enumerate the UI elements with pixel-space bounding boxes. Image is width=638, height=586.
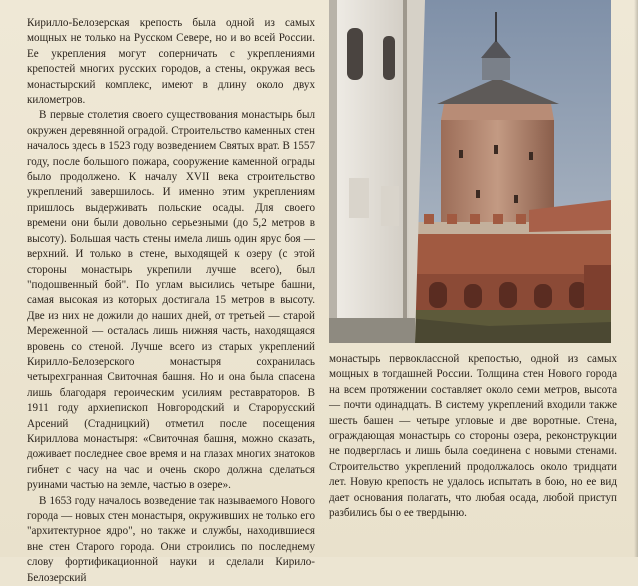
fortress-photo (329, 0, 611, 343)
right-text-column (329, 352, 617, 521)
paragraph-1: Кирилло-Белозерская крепость была одной из самых мощных не только на Русском Севере, но и во всей России. Ее укрепления могут соперничать с укреплениями крепостей многих русских городов, а стены, окружая весь монастырский комплекс, имеют в длину около двух километров. (27, 17, 315, 107)
paragraph-3: В 1653 году началось возведение так называемого Нового города — новых стен монастыря, окруживших не только его "архитектурное ядро", но также и службы, находившиеся вне стен Старого города. Они строились по последнему слову фортификационной науки и сделали Кирило-Белозерский (27, 494, 315, 584)
paragraph-4: монастырь первоклассной крепостью, одной из самых мощных в тогдашней России. Толщина стен Нового города на всем протяжении составляет около семи метров, высота — почти одинадцать. В систему укреплений входили также шесть башен — четыре угловые и две воротные. Стена, ограждающая монастырь со стороны озера, реконструкции не подверглась и лишь была соединена с новыми стенами. Строительство укреплений продолжалось около тридцати лет. Новую крепость не удалось испытать в бою, но ее вид дает основания полагать, что любая осада, любой приступ разбились бы о ее твердыню. (329, 353, 617, 520)
fortress-illustration (329, 0, 611, 343)
left-text-column (27, 16, 315, 586)
white-wall (329, 0, 425, 343)
paragraph-2: В первые столетия своего существования монастырь был окружен деревянной оградой. Строительство каменных стен началось здесь в 1523 году возведением Святых врат. В 1557 году, после большого пожара, сооружение каменной ограды было продолжено. К началу XVII века строительство укреплений завершилось. И именно этим укреплениям пришлось выдерживать польские осады. Для своего времени они были довольно серьезными (до 5,2 метров в высоту). Большая часть стены имела лишь один ярус боя — верхний. И только в стене, выходящей к озеру (с этой стороны монастырь укрепили лучше всего), был "подошвенный бой". По углам высились четыре башни, самая высокая из которых достигала 15 метров в высоту. Две из них не дожили до наших дней, от третьей — старой Мереженной — осталась лишь нижняя часть, находящаяся вровень со стеной. Лучше всего из старых укреплений Кирилло-Белозерского монастыря сохранилась четырехгранная Свиточная башня. Но и она была спасена лишь благодаря героическим усилиям реставраторов. В 1911 году архиепископ Новгородский и Старорусский Арсений (Стадницкий) отметил после посещения Кириллова монастыря: «Свиточная башня, можно сказать, доживает последнее свое время и на глазах многих знатоков гибнет с часу на час и очень скоро должна сделаться руинами частью на земле, частью в озере». (27, 109, 315, 492)
